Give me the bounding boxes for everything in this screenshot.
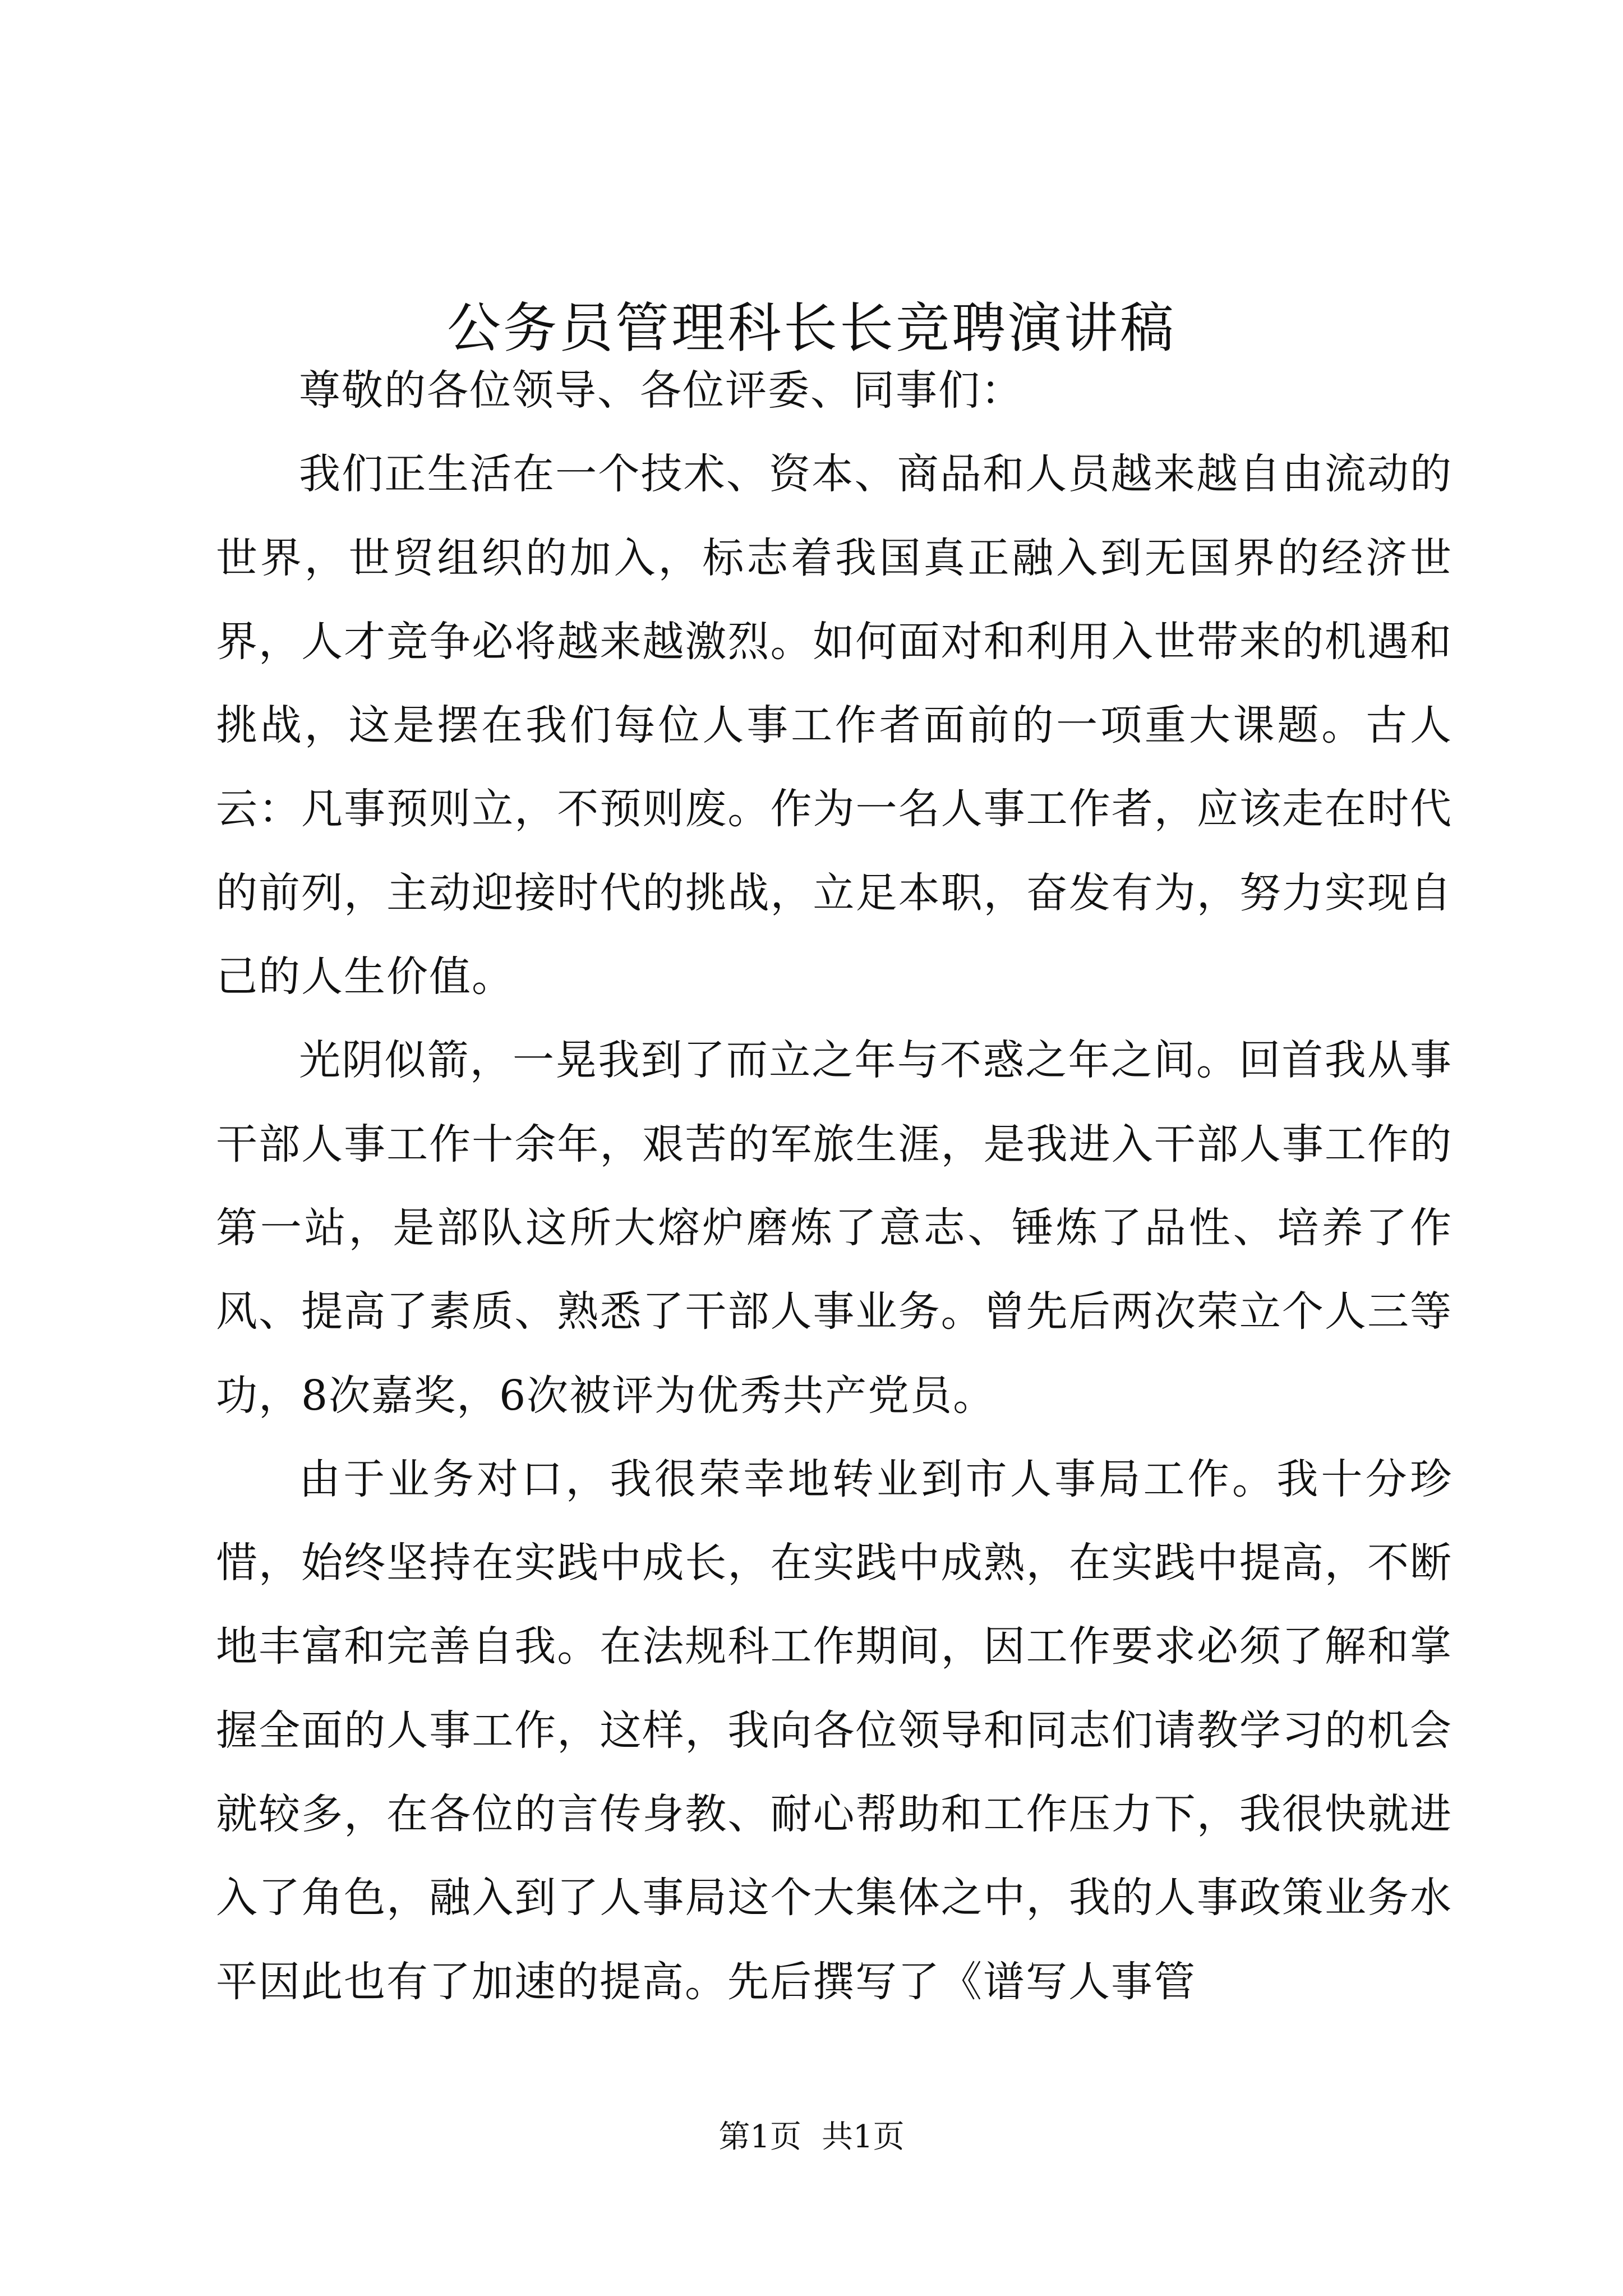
page-total: 共1页 [822, 2119, 905, 2155]
paragraph-salutation: 尊敬的各位领导、各位评委、同事们： [299, 366, 1023, 415]
document-body [216, 349, 1453, 2024]
page-footer [0, 2115, 1623, 2160]
paragraph-3: 由于业务对口，我很荣幸地转业到市人事局工作。我十分珍惜，始终坚持在实践中成长，在实践中成熟，在实践中提高，不断地丰富和完善自我。在法规科工作期间，因工作要求必须了解和掌握全面的人事工作，这样，我向各位领导和同志们请教学习的机会就较多，在各位的言传身教、耐心帮助和工作压力下，我很快就进入了角色，融入到了人事局这个大集体之中，我的人事政策业务水平因此也有了加速的提高。先后撰写了《谱写人事管 [216, 1455, 1453, 2006]
paragraph-2: 光阴似箭，一晃我到了而立之年与不惑之年之间。回首我从事干部人事工作十余年，艰苦的军旅生涯，是我进入干部人事工作的第一站，是部队这所大熔炉磨炼了意志、锤炼了品性、培养了作风、提高了素质、熟悉了干部人事业务。曾先后两次荣立个人三等功，8次嘉奖，6次被评为优秀共产党员。 [216, 1036, 1453, 1420]
document-title: 公务员管理科长长竞聘演讲稿 [447, 297, 1176, 360]
paragraph-1: 我们正生活在一个技术、资本、商品和人员越来越自由流动的世界，世贸组织的加入，标志着我国真正融入到无国界的经济世界，人才竞争必将越来越激烈。如何面对和利用入世带来的机遇和挑战，这是摆在我们每位人事工作者面前的一项重大课题。古人云：凡事预则立，不预则废。作为一名人事工作者，应该走在时代的前列，主动迎接时代的挑战，立足本职，奋发有为，努力实现自己的人生价值。 [216, 450, 1453, 1001]
page-number: 第1页 [718, 2119, 801, 2155]
